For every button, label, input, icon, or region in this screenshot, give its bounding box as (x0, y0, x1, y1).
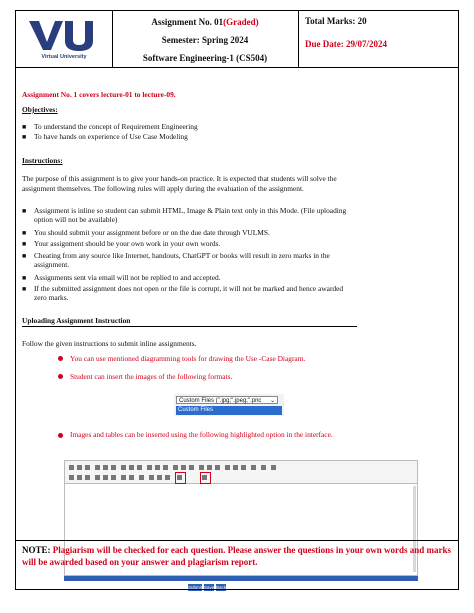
total-marks: Total Marks: 20 (305, 16, 367, 26)
bullet-icon: ■ (22, 207, 27, 215)
save-button: Save (204, 585, 215, 590)
vu-logo (25, 18, 103, 60)
objectives-heading: Objectives: (22, 105, 58, 114)
objective-item: To have hands on experience of Use Case Modeling (34, 132, 188, 141)
upload-instruction: Images and tables can be inserted using the following highlighted option in the interface. (70, 430, 333, 439)
rule-item: If the submitted assignment does not open or the file is corrupt, it will not be marked and hence awarded zero marks. (34, 284, 344, 303)
red-bullet-icon (58, 374, 63, 379)
semester: Semester: Spring 2024 (161, 35, 249, 45)
bullet-icon: ■ (22, 123, 27, 131)
bullet-icon: ■ (22, 229, 27, 237)
rule-item: You should submit your assignment before or on the due date through VULMS. (34, 228, 270, 237)
logo-caption: Virtual University (41, 54, 87, 60)
uploading-intro: Follow the given instructions to submit inline assignments. (22, 339, 197, 348)
uploading-heading: Uploading Assignment Instruction (22, 316, 131, 325)
file-format-select: Custom Files (".jpg;".jpeg;".pnc ⌄ (176, 396, 278, 404)
note-body: Plagiarism will be checked for each question. Please answer the questions in your own words and marks will be awarded based on your answer and plagiarism report. (22, 545, 452, 567)
bullet-icon: ■ (22, 133, 27, 141)
note-text (22, 545, 452, 568)
note-label: NOTE: (22, 545, 51, 555)
upload-instruction: You can use mentioned diagramming tools for drawing the Use -Case Diagram. (70, 354, 306, 363)
bullet-icon: ■ (22, 240, 27, 248)
chevron-down-icon: ⌄ (269, 398, 275, 404)
rule-item: Assignments sent via email will not be replied to and accepted. (34, 273, 221, 282)
red-bullet-icon (58, 356, 63, 361)
instructions-para-line: assignment themselves. The following rules will apply during the evaluation of the assignment. (22, 184, 304, 193)
marks-cell (298, 11, 458, 67)
file-format-dropdown-image (174, 394, 284, 422)
graded-status: (Graded) (223, 17, 259, 27)
bullet-icon: ■ (22, 274, 27, 282)
editor-toolbar (64, 460, 418, 484)
course-name: Software Engineering-1 (CS504) (142, 53, 268, 63)
instructions-para-line: The purpose of this assignment is to give your hands-on practice. It is expected that students will solve the (22, 174, 337, 183)
assignment-label: Assignment No. 01 (151, 17, 224, 27)
upload-instruction: Student can insert the images of the following formats. (70, 372, 233, 381)
assignment-page (15, 10, 459, 602)
title-cell (112, 11, 299, 67)
logo-cell (16, 11, 113, 67)
instructions-heading: Instructions: (22, 156, 63, 165)
header-table (15, 10, 459, 68)
rule-item: Cheating from any source like Internet, handouts, ChatGPT or books will result in zero marks in the assignment. (34, 251, 330, 270)
assignment-title (112, 17, 298, 27)
red-bullet-icon (58, 433, 63, 438)
bullet-icon: ■ (22, 285, 27, 293)
rule-item: Assignment is inline so student can submit HTML, Image & Plain text only in this Mode. (File uploading option will not be available) (34, 206, 347, 225)
back-button: Back (216, 585, 227, 590)
rule-item: Your assignment should be your own work in your own words. (34, 239, 221, 248)
lecture-coverage: Assignment No. 1 covers lecture-01 to lecture-09. (22, 90, 176, 99)
plagiarism-note (15, 540, 459, 590)
heading-underline (22, 326, 357, 327)
bullet-icon: ■ (22, 252, 27, 260)
objective-item: To understand the concept of Requirement Engineering (34, 122, 198, 131)
file-format-option: Custom Files (".jpg;".jpeg;".png;".bmp;".gif) (176, 406, 282, 415)
submit-button: Submit (188, 585, 203, 590)
due-date: Due Date: 29/07/2024 (305, 39, 387, 49)
